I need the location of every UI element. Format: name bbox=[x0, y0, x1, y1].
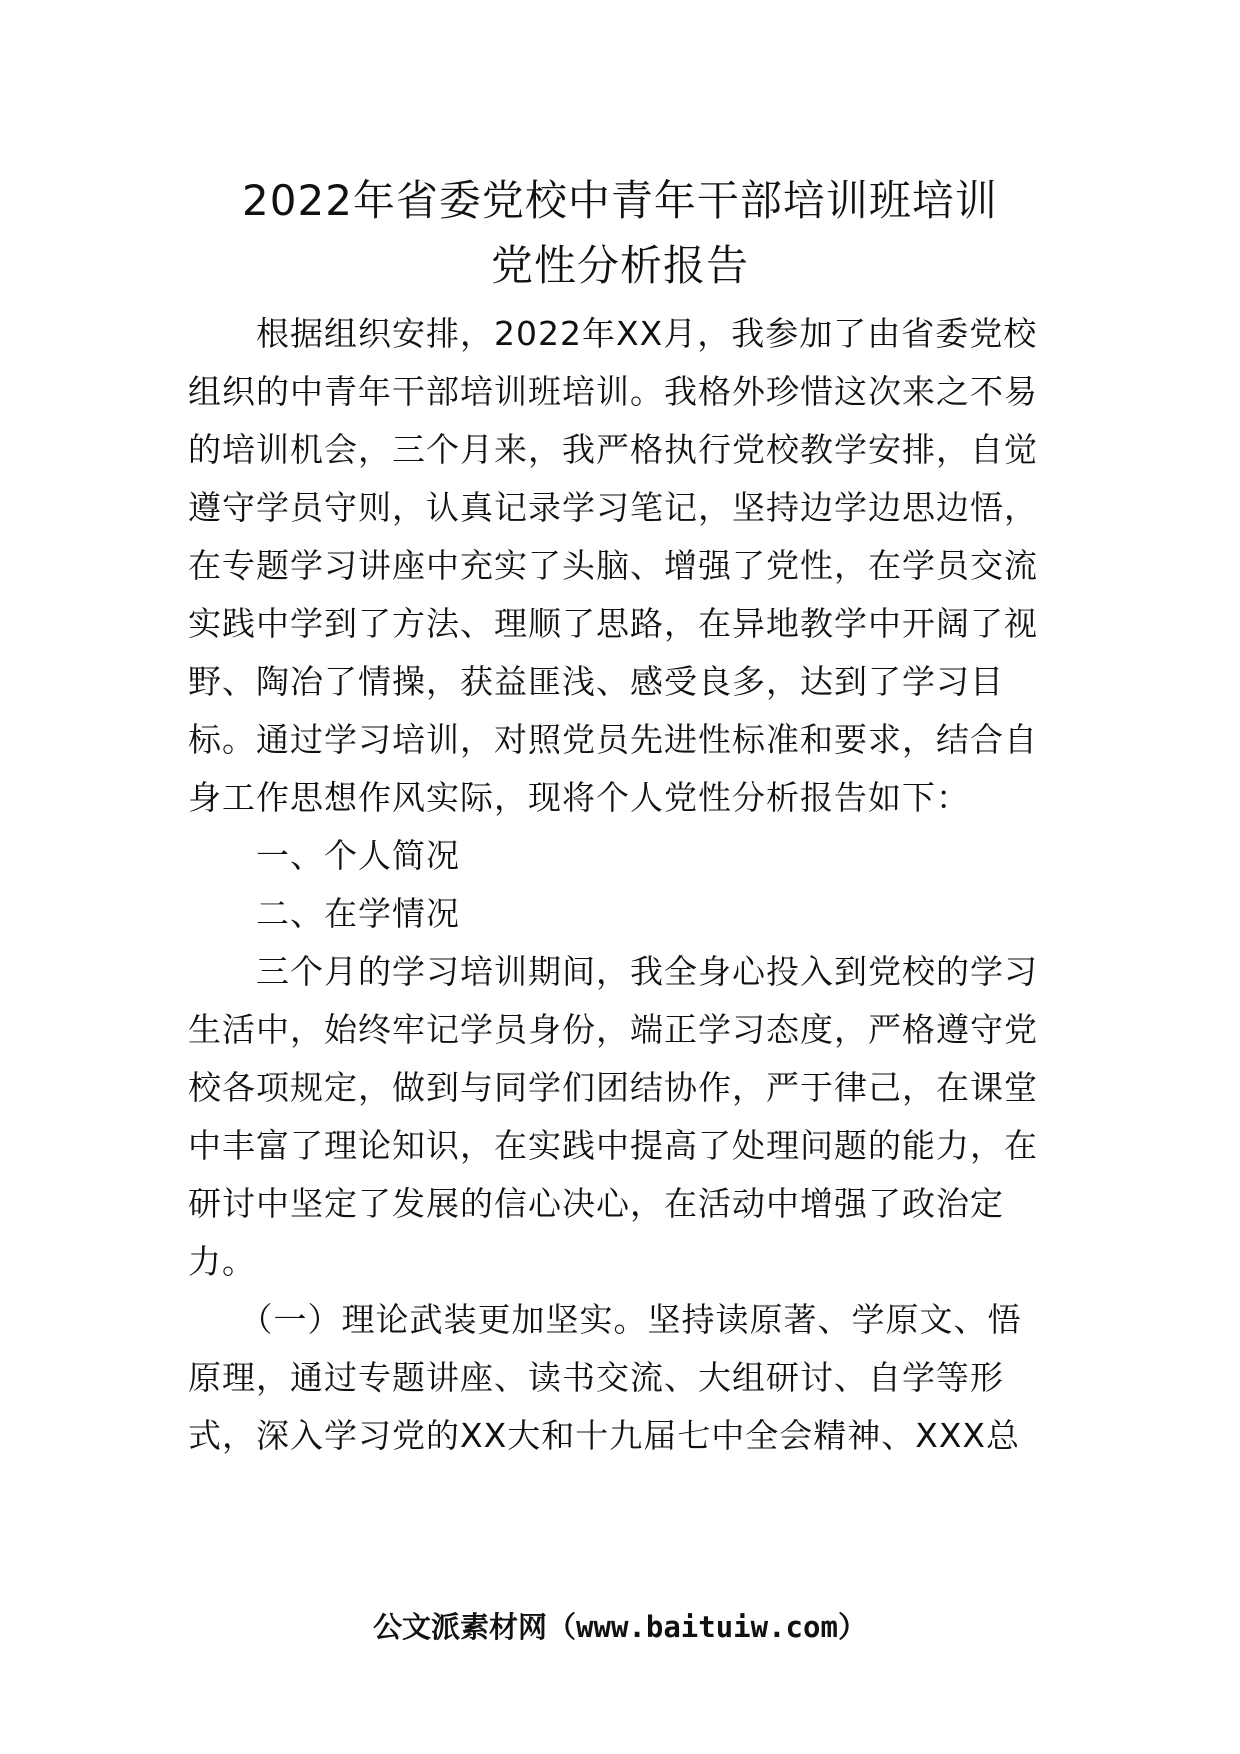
body-line: 野、陶冶了情操，获益匪浅、感受良多，达到了学习目 bbox=[188, 662, 1004, 701]
body-line: 遵守学员守则，认真记录学习笔记，坚持边学边思边悟， bbox=[188, 488, 1038, 527]
body-line: 校各项规定，做到与同学们团结协作，严于律己，在课堂 bbox=[188, 1068, 1038, 1107]
body-line: 在专题学习讲座中充实了头脑、增强了党性，在学员交流 bbox=[188, 546, 1038, 585]
section-heading: 二、在学情况 bbox=[188, 894, 460, 933]
body-line: 身工作思想作风实际，现将个人党性分析报告如下： bbox=[188, 778, 970, 817]
body-line: 原理，通过专题讲座、读书交流、大组研讨、自学等形 bbox=[188, 1358, 1004, 1397]
body-line: 力。 bbox=[188, 1242, 256, 1281]
document-title-line-2: 党性分析报告 bbox=[490, 241, 749, 290]
body-line: 的培训机会，三个月来，我严格执行党校教学安排，自觉 bbox=[188, 430, 1038, 469]
body-line: 生活中，始终牢记学员身份，端正学习态度，严格遵守党 bbox=[188, 1010, 1038, 1049]
body-line: 根据组织安排，2022年XX月，我参加了由省委党校 bbox=[188, 314, 1038, 353]
body-line: 研讨中坚定了发展的信心决心，在活动中增强了政治定 bbox=[188, 1184, 1004, 1223]
body-line: 组织的中青年干部培训班培训。我格外珍惜这次来之不易 bbox=[188, 372, 1038, 411]
body-line: 式，深入学习党的XX大和十九届七中全会精神、XXX总 bbox=[188, 1416, 1021, 1455]
body-line: 三个月的学习培训期间，我全身心投入到党校的学习 bbox=[188, 952, 1038, 991]
body-line: 中丰富了理论知识，在实践中提高了处理问题的能力，在 bbox=[188, 1126, 1038, 1165]
body-line: 标。通过学习培训，对照党员先进性标准和要求，结合自 bbox=[188, 720, 1038, 759]
body-line: （一）理论武装更加坚实。坚持读原著、学原文、悟 bbox=[188, 1300, 1022, 1339]
body-line: 实践中学到了方法、理顺了思路，在异地教学中开阔了视 bbox=[188, 604, 1038, 643]
section-heading: 一、个人简况 bbox=[188, 836, 460, 875]
footer-watermark: 公文派素材网（www.baituiw.com） bbox=[373, 1610, 867, 1644]
document-title-line-1: 2022年省委党校中青年干部培训班培训 bbox=[242, 176, 998, 225]
